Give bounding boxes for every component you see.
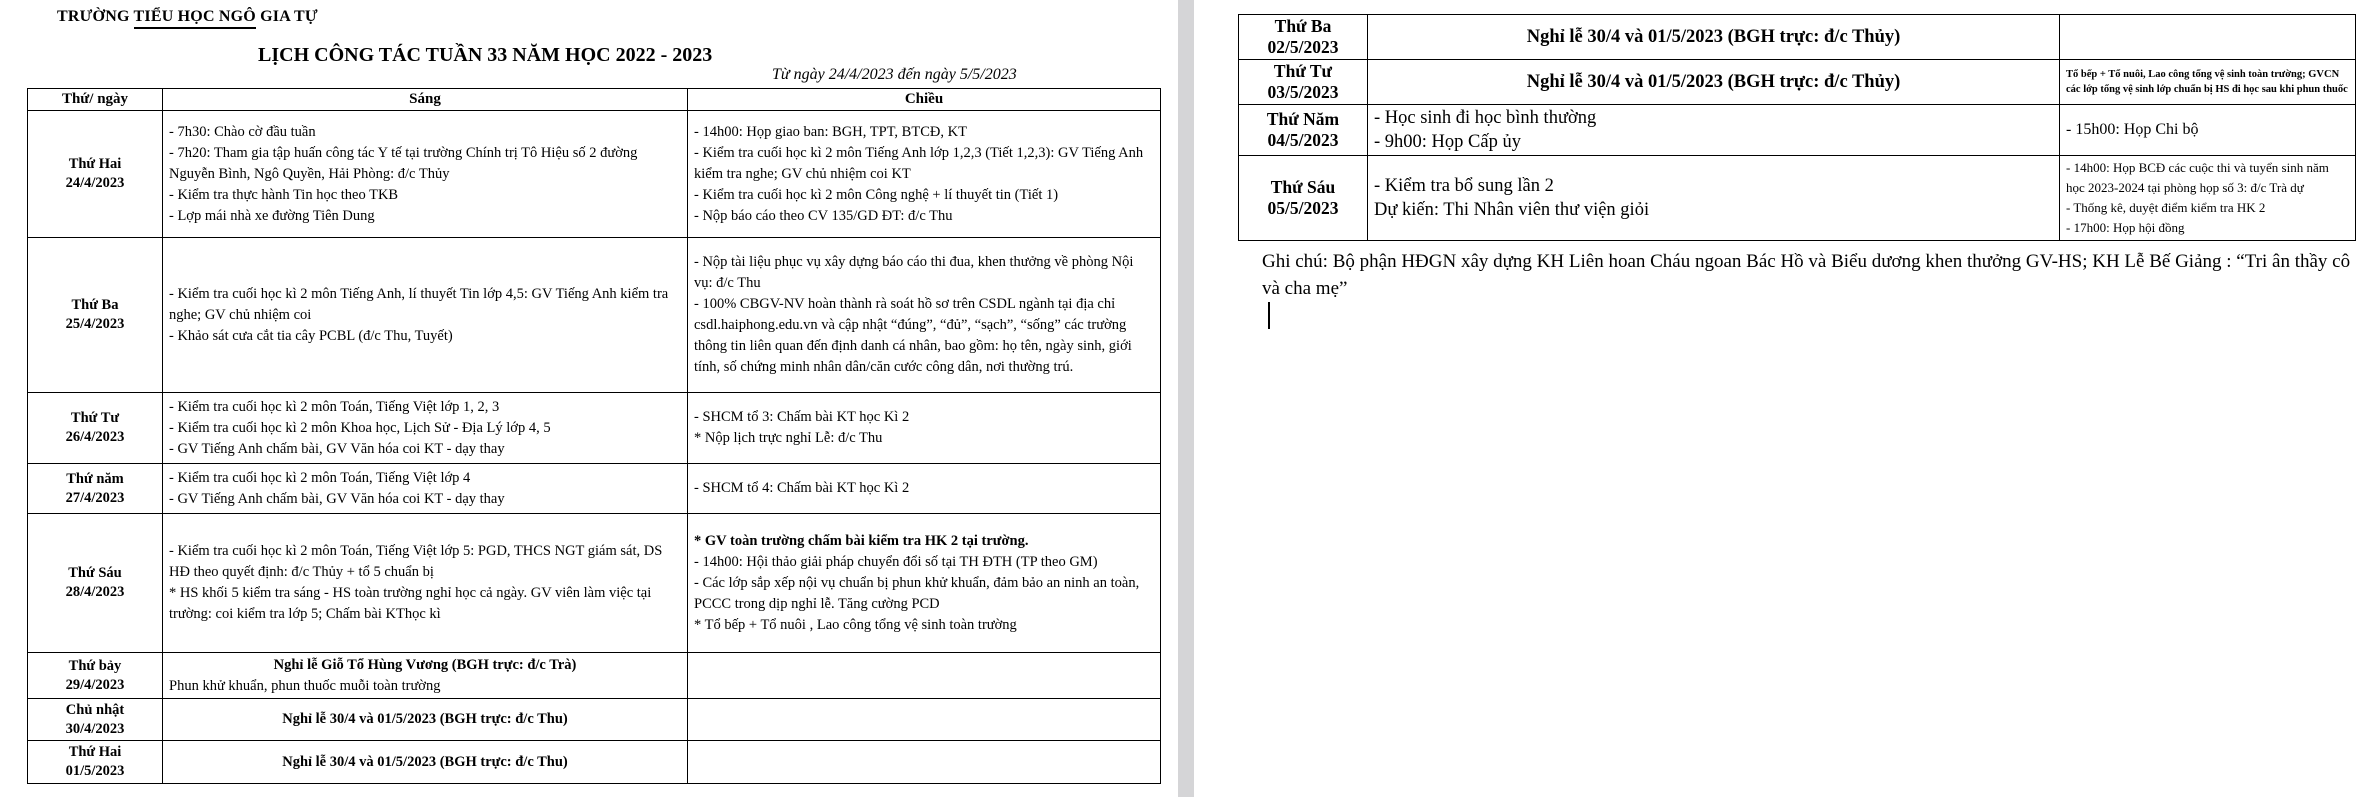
schedule-line: Phun khử khuẩn, phun thuốc muỗi toàn trường [169,677,441,694]
morning-cell [163,111,688,238]
table-row-monday-01-5 [28,741,1161,784]
schedule-line: - 100% CBGV-NV hoàn thành rà soát hồ sơ trên CSDL ngành tại địa chỉ csdl.haiphong.edu.vn và cập nhật “đúng”, “đủ”, “sạch”, “sống” các trường thông tin liên quan đến định danh cá nhân, bao gồm: họ tên, ngày sinh, giới tính, số chứng minh nhân dân/căn cước công dân, nơi thường trú. [694,296,1132,375]
morning-cell [163,699,688,741]
schedule-line: * Tổ bếp + Tổ nuôi , Lao công tổng vệ sinh toàn trường [694,616,1017,633]
table-row-friday-05-5 [1239,156,2356,241]
day-cell [1239,60,1368,105]
morning-cell [1368,156,2060,241]
schedule-line: - Nộp tài liệu phục vụ xây dựng báo cáo thi đua, khen thưởng về phòng Nội vụ: đ/c Thu [694,254,1134,291]
morning-cell [1368,60,2060,105]
day-date: 28/4/2023 [65,584,125,600]
day-date: 03/5/2023 [1267,82,1339,102]
schedule-line: - Học sinh đi học bình thường [1374,108,1597,128]
schedule-line: - SHCM tổ 3: Chấm bài KT học Kì 2 [694,409,910,425]
schedule-line-bold: Tổ bếp + Tổ nuôi, Lao công tổng vệ sinh toàn trường; GVCN các lớp tổng vệ sinh lớp chuẩn bị HS đi học sau khi phun thuốc [2066,69,2348,95]
day-cell [1239,156,1368,241]
header-afternoon: Chiều [688,89,1161,111]
schedule-line: - Lợp mái nhà xe đường Tiên Dung [169,207,375,224]
day-name: Thứ Sáu [1270,177,1336,197]
schedule-line: - Kiểm tra cuối học kì 2 môn Toán, Tiếng Việt lớp 5: PGD, THCS NGT giám sát, DS HĐ theo quyết định: đ/c Thủy + tổ 5 chuẩn bị [169,543,663,580]
schedule-line: - 14h00: Họp giao ban: BGH, TPT, BTCĐ, KT [694,123,967,140]
schedule-line: - 14h00: Hội thảo giải pháp chuyển đổi số tại TH ĐTH (TP theo GM) [694,553,1098,570]
schedule-line: - GV Tiếng Anh chấm bài, GV Văn hóa coi KT - dạy thay [169,490,505,507]
morning-cell [163,741,688,784]
day-date: 29/4/2023 [65,676,125,693]
day-cell [28,111,163,238]
schedule-line: - Nộp báo cáo theo CV 135/GD ĐT: đ/c Thu [694,207,953,224]
school-name [57,8,318,26]
schedule-line: - Thống kê, duyệt điểm kiểm tra HK 2 [2066,200,2266,215]
day-name: Thứ Ba [1274,16,1332,36]
document-title: LỊCH CÔNG TÁC TUẦN 33 NĂM HỌC 2022 - 2023 [258,44,713,66]
day-name: Thứ Tư [70,410,120,426]
school-name-prefix: TRƯỜNG [57,8,134,25]
schedule-table-week2 [1238,14,2356,241]
day-date: 04/5/2023 [1267,130,1339,150]
morning-cell [163,514,688,653]
afternoon-cell [2060,15,2356,60]
document-page-2[interactable] [1194,0,2361,797]
table-row-thursday-27-4 [28,464,1161,514]
afternoon-cell [688,464,1161,514]
schedule-line: - Khảo sát cưa cắt tia cây PCBL (đ/c Thu, Tuyết) [169,327,453,344]
schedule-line: - Kiểm tra bổ sung lần 2 [1374,176,1554,196]
schedule-line: - 9h00: Họp Cấp ủy [1374,132,1521,152]
holiday-line: Nghỉ lễ 30/4 và 01/5/2023 (BGH trực: đ/c Thủy) [1526,72,1901,92]
afternoon-cell [688,699,1161,741]
day-cell [28,238,163,393]
holiday-line: Nghỉ lễ 30/4 và 01/5/2023 (BGH trực: đ/c Thu) [282,753,568,770]
schedule-line: - Kiểm tra cuối học kì 2 môn Khoa học, Lịch Sử - Địa Lý lớp 4, 5 [169,419,551,436]
day-date: 26/4/2023 [65,429,125,445]
schedule-line: - 15h00: Họp Chi bộ [2066,121,2199,138]
schedule-line: - 17h00: Họp hội đồng [2066,220,2185,235]
afternoon-cell [688,514,1161,653]
schedule-line: - 7h20: Tham gia tập huấn công tác Y tế tại trường Chính trị Tô Hiệu số 2 đường Nguyễn Bình, Ngô Quyền, Hải Phòng: đ/c Thủy [169,144,638,182]
schedule-line: - Kiểm tra cuối học kì 2 môn Công nghệ + lí thuyết tin (Tiết 1) [694,186,1059,203]
table-row-tuesday-25-4 [28,238,1161,393]
morning-cell [163,238,688,393]
schedule-line: * Nộp lịch trực nghỉ Lễ: đ/c Thu [694,430,883,446]
morning-cell [163,393,688,464]
day-date: 05/5/2023 [1267,198,1339,218]
schedule-line: - Kiểm tra cuối học kì 2 môn Tiếng Anh, lí thuyết Tin lớp 4,5: GV Tiếng Anh kiểm tra nghe; GV chủ nhiệm coi [169,285,669,323]
schedule-line: - Kiểm tra cuối học kì 2 môn Tiếng Anh lớp 1,2,3 (Tiết 1,2,3): GV Tiếng Anh kiểm tra nghe; GV chủ nhiệm coi KT [694,144,1144,182]
day-name: Thứ Hai [68,744,122,760]
afternoon-cell [688,393,1161,464]
day-name: Thứ Năm [1266,109,1340,129]
day-cell [28,393,163,464]
schedule-line: * HS khối 5 kiểm tra sáng - HS toàn trường nghỉ học cả ngày. GV viên làm việc tại trường: coi kiểm tra lớp 5; Chấm bài KThọc kì [169,585,652,622]
day-date: 30/4/2023 [65,720,125,737]
schedule-line: - Các lớp sắp xếp nội vụ chuẩn bị phun khử khuẩn, đảm bảo an ninh an toàn, PCCC trong dịp nghỉ lễ. Tăng cường PCD [694,574,1140,612]
header-morning: Sáng [163,89,688,111]
table-row-sunday-30-4 [28,699,1161,741]
afternoon-cell [688,111,1161,238]
school-name-underlined: TIỂU HỌC NGÔ [134,8,256,29]
schedule-line: Dự kiến: Thi Nhân viên thư viện giỏi [1374,200,1650,220]
day-date: 27/4/2023 [65,489,125,506]
header-day: Thứ/ ngày [28,89,163,111]
table-row-saturday-29-4 [28,653,1161,699]
holiday-line: Nghỉ lễ Giỗ Tổ Hùng Vương (BGH trực: đ/c Trà) [273,656,577,673]
date-range-subtitle: Từ ngày 24/4/2023 đến ngày 5/5/2023 [772,66,1017,83]
table-row-wednesday-03-5 [1239,60,2356,105]
afternoon-cell [688,653,1161,699]
schedule-line: - Kiểm tra cuối học kì 2 môn Toán, Tiếng Việt lớp 1, 2, 3 [169,398,500,415]
afternoon-cell [2060,60,2356,105]
schedule-line: - GV Tiếng Anh chấm bài, GV Văn hóa coi KT - dạy thay [169,440,505,457]
schedule-table-week1 [27,88,1161,784]
school-name-suffix: GIA TỰ [255,8,318,25]
day-cell [28,699,163,741]
schedule-line: - Kiểm tra thực hành Tin học theo TKB [169,186,399,203]
morning-cell [163,653,688,699]
schedule-line: - 14h00: Họp BCĐ các cuộc thi và tuyển sinh năm học 2023-2024 tại phòng họp số 3: đ/c Trà dự [2066,160,2329,195]
afternoon-cell [688,741,1161,784]
table-row-monday-24-4 [28,111,1161,238]
table-row-thursday-04-5 [1239,105,2356,156]
schedule-line: - Kiểm tra cuối học kì 2 môn Toán, Tiếng Việt lớp 4 [169,469,471,486]
day-date: 24/4/2023 [65,175,125,191]
morning-cell [1368,105,2060,156]
day-date: 01/5/2023 [65,763,125,779]
note-paragraph: Ghi chú: Bộ phận HĐGN xây dựng KH Liên hoan Cháu ngoan Bác Hồ và Biểu dương khen thưởng GV-HS; KH Lễ Bế Giảng : “Tri ân thầy cô và cha mẹ” [1262,251,2351,299]
day-name: Thứ Tư [1273,61,1333,81]
header-row [28,89,1161,111]
holiday-line: Nghỉ lễ 30/4 và 01/5/2023 (BGH trực: đ/c Thu) [282,711,568,727]
day-name: Thứ Ba [71,297,119,313]
day-date: 02/5/2023 [1267,37,1339,57]
day-cell [1239,15,1368,60]
day-name: Thứ Hai [68,156,122,172]
day-date: 25/4/2023 [65,316,125,332]
schedule-line-bold: * GV toàn trường chấm bài kiểm tra HK 2 tại trường. [694,532,1029,549]
morning-cell [1368,15,2060,60]
day-name: Thứ bảy [68,657,122,674]
afternoon-cell [2060,105,2356,156]
day-name: Thứ Sáu [68,565,122,581]
day-cell [1239,105,1368,156]
day-cell [28,514,163,653]
table-row-friday-28-4 [28,514,1161,653]
table-row-tuesday-02-5 [1239,15,2356,60]
schedule-line: - SHCM tổ 4: Chấm bài KT học Kì 2 [694,480,910,496]
day-cell [28,741,163,784]
page-gap [1178,0,1194,797]
day-name: Chủ nhật [65,701,125,718]
day-cell [28,464,163,514]
afternoon-cell [688,238,1161,393]
day-name: Thứ năm [66,470,124,487]
document-page-1[interactable] [0,0,1178,797]
text-caret [1268,302,1270,329]
day-cell [28,653,163,699]
afternoon-cell [2060,156,2356,241]
table-row-wednesday-26-4 [28,393,1161,464]
holiday-line: Nghỉ lễ 30/4 và 01/5/2023 (BGH trực: đ/c Thủy) [1526,27,1901,47]
schedule-line: - 7h30: Chào cờ đầu tuần [169,123,316,140]
morning-cell [163,464,688,514]
